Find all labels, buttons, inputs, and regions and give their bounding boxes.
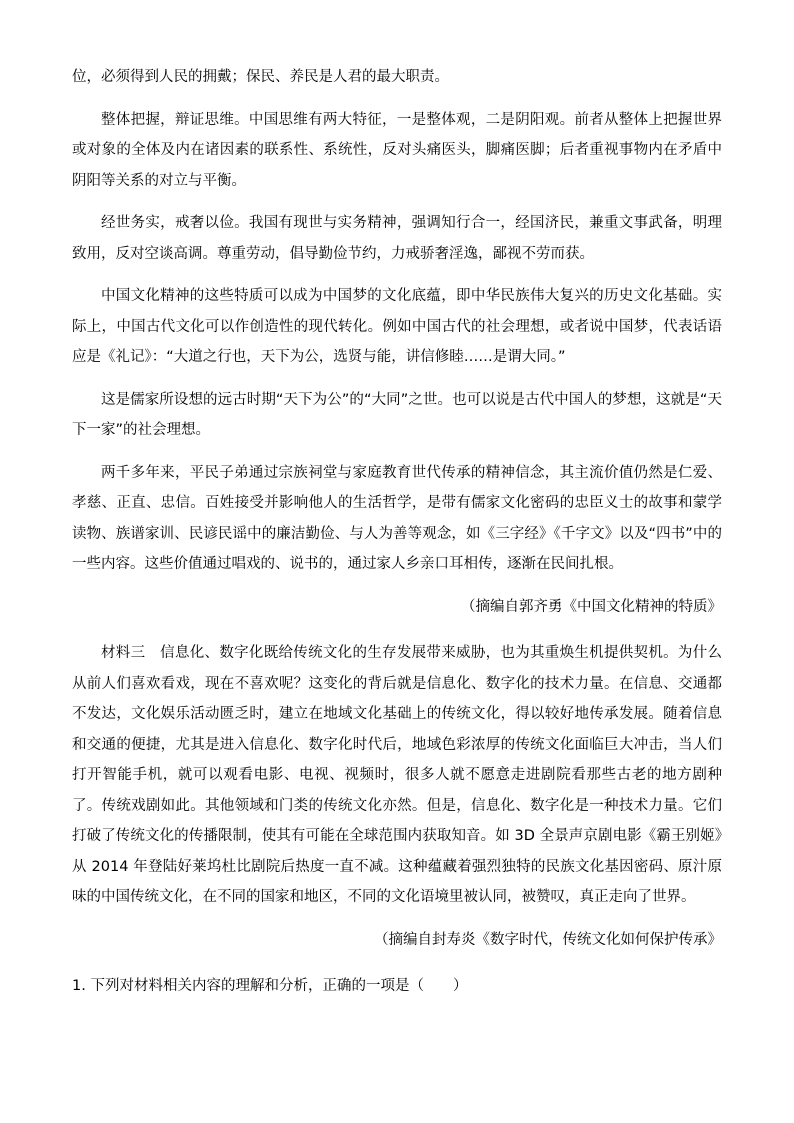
source-citation-2: （摘编自封寿炎《数字时代，传统文化如何保护传承》 <box>374 931 722 948</box>
paragraph-values-inheritance: 两千多年来，平民子弟通过宗族祠堂与家庭教育世代传承的精神信念，其主流价值仍然是仁爱、孝慈、正直、忠信。百姓接受并影响他人的生活哲学，是带有儒家文化密码的忠臣义士的故事和蒙学读物、族谱家训、民谚民谣中的廉洁勤俭、与人为善等观念，如《三字经》《千字文》以及“四书”中的一些内容。这些价值通过唱戏的、说书的，通过家人乡亲口耳相传，逐渐在民间扎根。 <box>72 464 722 572</box>
paragraph-continuation: 位，必须得到人民的拥戴；保民、养民是人君的最大职责。 <box>72 69 449 85</box>
paragraph-holistic-thinking: 整体把握，辩证思维。中国思维有两大特征，一是整体观，二是阴阳观。前者从整体上把握世界或对象的全体及内在诸因素的联系性、系统性，反对头痛医头，脚痛医脚；后者重视事物内在矛盾中阴阳等关系的对立与平衡。 <box>72 111 722 189</box>
paragraph-material-three: 材料三 信息化、数字化既给传统文化的生存发展带来威胁，也为其重焕生机提供契机。为什么从前人们喜欢看戏，现在不喜欢呢？这变化的背后就是信息化、数字化的技术力量。在信息、交通都不发达，文化娱乐活动匮乏时，建立在地域文化基础上的传统文化，得以较好地传承发展。随着信息和交通的便捷，尤其是进入信息化、数字化时代后，地域色彩浓厚的传统文化面临巨大冲击，当人们打开智能手机，就可以观看电影、电视、视频时，很多人就不愿意走进剧院看那些古老的地方剧种了。传统戏剧如此。其他领域和门类的传统文化亦然。但是，信息化、数字化是一种技术力量。它们打破了传统文化的传播限制，使其有可能在全球范围内获取知音。如 3D 全景声京剧电影《霸王别姬》从 2014 年登陆好莱坞杜比剧院后热度一直不减。这种蕴藏着强烈独特的民族文化基因密码、原汁原味的中国传统文化，在不同的国家和地区，不同的文化语境里被认同，被赞叹，真正走向了世界。 <box>72 645 722 905</box>
paragraph-pragmatism: 经世务实，戒奢以俭。我国有现世与实务精神，强调知行合一，经国济民，兼重文事武备，明理致用，反对空谈高调。尊重劳动，倡导勤俭节约，力戒骄奢淫逸，鄙视不劳而获。 <box>72 215 722 262</box>
document-page <box>72 62 722 1002</box>
question-1: 1. 下列对材料相关内容的理解和分析，正确的一项是（ ） <box>72 978 468 994</box>
paragraph-great-harmony: 这是儒家所设想的远古时期“天下为公”的“大同”之世。也可以说是古代中国人的梦想，这就是“天下一家”的社会理想。 <box>72 391 722 438</box>
paragraph-chinese-dream: 中国文化精神的这些特质可以成为中国梦的文化底蕴，即中华民族伟大复兴的历史文化基础。实际上，中国古代文化可以作创造性的现代转化。例如中国古代的社会理想，或者说中国梦，代表话语应是《礼记》：“大道之行也，天下为公，选贤与能，讲信修睦……是谓大同。” <box>72 288 722 365</box>
source-citation-1: （摘编自郭齐勇《中国文化精神的特质》 <box>461 598 722 615</box>
